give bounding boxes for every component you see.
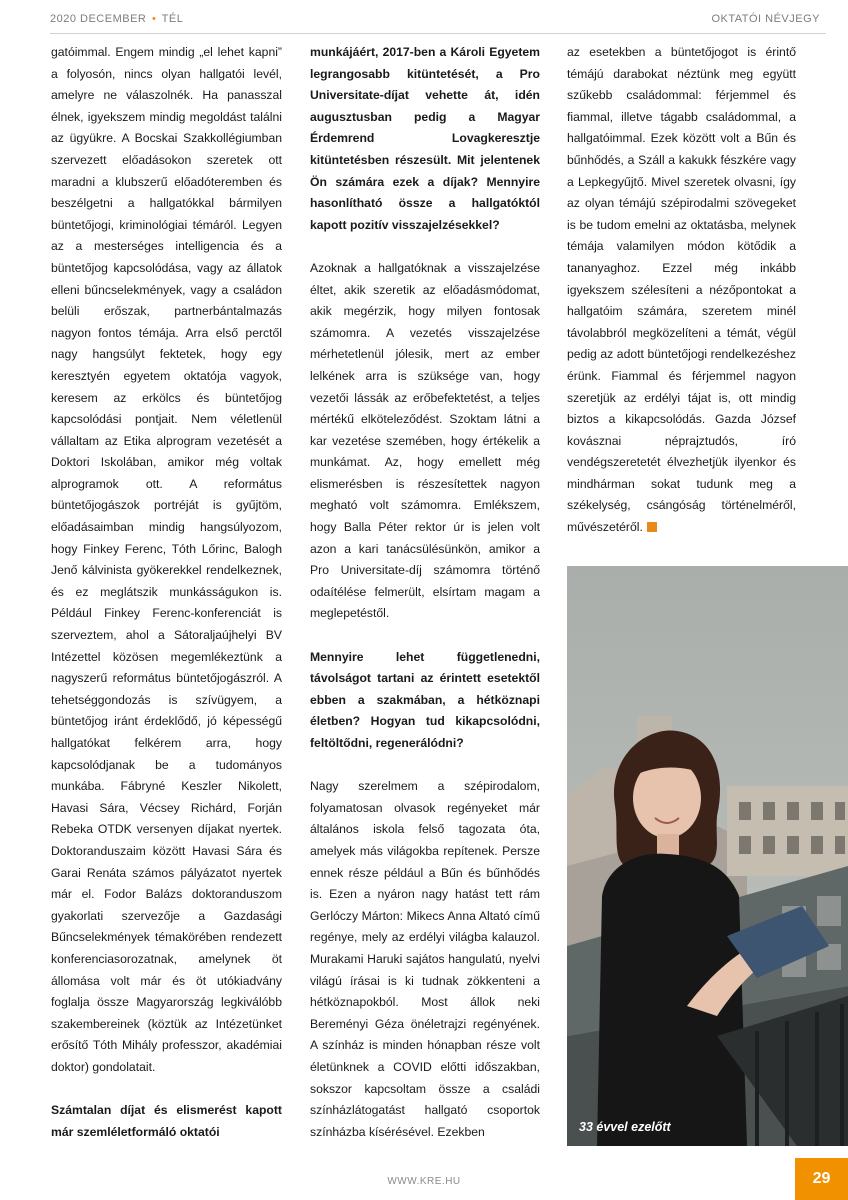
separator-dot: •: [151, 13, 157, 25]
paragraph: [567, 42, 796, 539]
paragraph: Nagy szerelmem a szépirodalom, folyamatosan olvasok regényeket már általános iskola felső tagozata óta, amelyek más világokba repítenek. Persze ennek része például a Bűn és bűnhődés is. Ezen a nyáron nagy hatást tett rám Gerlóczy Márton: Mikecs Anna Altató című regénye, mely az erdélyi világba kalauzol. Murakami Haruki sajátos hangulatú, nyelvi világú írásai is ki tudnak zökkenteni a hétköznapokból. Most állok neki Bereményi Géza önéletrajzi regényének. A színház is minden hónapban része volt életünknek a COVID előtti időszakban, sokszor kapcsoltam össze a családi színházlátogatást hallgató csoportok színházba kísérésével. Ezekben: [310, 779, 540, 1139]
building-facade: [727, 786, 848, 876]
paragraph: gatóimmal. Engem mindig „el lehet kapni” a folyosón, nincs olyan hallgatói levél, amelyre ne válaszolnék. Ha panasszal élnek, igyekszem mindig megoldást találni az ügyükre. A Bocskai Szakkollégiumban szervezett előadásokon szeretek ott maradni a klubszerű előadóteremben és beszélgetni a hallgatókkal bármilyen büntetőjogi, kriminológiai témáról. Legyen az a mesterséges intelligencia és a büntetőjog kapcsolódása, vagy az állatok elleni bűncselekmények, vagy a családon belüli erőszak, partnerbántalmazás nagyon fontos témája. Arra első perctől nagy hangsúlyt fektetek, hogy egy keresztyén egyetem oktatója vagyok, keresem az erkölcs és büntetőjog kapcsolódási pontjait. Nem véletlenül vállaltam az Etika alprogram vezetését a Doktori Iskolában, amikor még voltak alprogramok ott. A református büntetőjogászok portréját is gyűjtöm, előadásaimban mindig hangsúlyozom, hogy Finkey Ferenc, Tóth Lőrinc, Balogh Jenő kálvinista gyökerekkel rendelkeznek, és ez meglátszik munkásságukon is. Például Finkey Ferenc-konferenciát is szerveztem, ahol a Sátoraljaújhelyi BV Intézettel közösen megemlékeztünk a nagyszerű református büntetőjogászról. A tehetséggondozás is szívügyem, a büntetőjog iránt érdeklődő, jó képességű hallgatókat felkérem arra, hogy kapcsolódjanak be a tudományos munkába. Fábryné Keszler Nikolett, Havasi Sára, Vécsey Richárd, Forján Rebeka OTDK versenyen díjakat nyertek. Doktoranduszaim között Havasi Sára és Garai Renáta számos pályázatot nyertek már el. Fodor Balázs doktoranduszom gyakorlati szervezője a Gazdasági Bűncselekmények témakörében rendezett konferenciasorozatnak, amelynek öt állomása volt már és öt utókiadvány foglalja össze Magyarország legkiválóbb szakembereinek (köztük az Intézetünket erősítő Tóth Mihály professzor, akadémiai doktor) gondolatait.: [51, 45, 282, 1074]
page-number: 29: [795, 1158, 848, 1200]
question-paragraph: Számtalan díjat és elismerést kapott már szemléletformáló oktatói: [51, 1103, 282, 1139]
page-header: [0, 13, 848, 33]
question-paragraph: munkájáért, 2017-ben a Károli Egyetem legrangosabb kitüntetését, a Pro Universitate-díjat vehette át, idén augusztusban pedig a Magyar Érdemrend Lovagkeresztje kitüntetésben részesült. Mit jelentenek Ön számára ezek a díjak? Mennyire hasonlítható össze a hallgatóktól kapott pozitív visszajelzésekkel?: [310, 45, 540, 232]
section-label: OKTATÓI NÉVJEGY: [711, 13, 820, 25]
photo-illustration: [567, 566, 848, 1146]
article-end-mark: [647, 522, 657, 532]
text-column-1: [51, 42, 282, 1143]
paragraph: Azoknak a hallgatóknak a visszajelzése éltet, akik szeretik az előadásmódomat, akik megérzik, hogy milyen fontosak számomra. A vezetés visszajelzése mérhetetlenül jólesik, mert az ember lelkének arra is szüksége van, hogy vezetői lássák az erőbefektetést, a teljes mértékű elköteleződést. Szoktam látni a kar vezetése szemében, hogy értékelik a munkámat. Az, hogy emellett még elismerésben is részesítettek nagyon megható volt számomra. Emlékszem, hogy Balla Péter rektor úr is jelen volt azon a kari tanácsülésünkön, amikor a Pro Universitate-díj számomra történő odaítélése felmerült, elsírtam magam a meglepetéstől.: [310, 260, 540, 621]
portrait-photo: [567, 566, 848, 1146]
paragraph-text: az esetekben a büntetőjogot is érintő témájú darabokat néztünk meg együtt szűkebb családommal: férjemmel és fiammal, illetve tágabb családommal, a hallgatóimmal. Ezek között volt a Bűn és bűnhődés, a Száll a kakukk fészkére vagy a Lepkegyűjtő. Mivel szeretek olvasni, így az olyan témájú szépirodalmi szövegeket is be tudom emelni az oktatásba, melynek témája valamilyen módon kötődik a tananyaghoz. Ezzel még inkább igyekszem szélesíteni a nézőpontokat a hallgatóim számára, szeretem minél távolabbról megközelíteni a témát, végül pedig az adott büntetőjogi rendelkezéshez érünk. Fiammal és férjemmel nagyon szeretjük az erdélyi tájat is, ott mindig biztos a kikapcsolódás. Gazda József kovásznai néprajztudós, író vendégszeretetét élvezhetjük ilyenkor és mindhárman sokat tudunk meg a székelység, csángóság történelméről, művészetéről.: [567, 45, 796, 535]
neck: [657, 834, 679, 856]
text-column-3: [567, 42, 796, 539]
issue-info: [50, 13, 183, 25]
season-label: TÉL: [161, 13, 184, 25]
header-divider: [50, 33, 826, 34]
footer-url: WWW.KRE.HU: [387, 1176, 461, 1187]
text-column-2: [310, 42, 540, 1143]
issue-label: 2020 DECEMBER: [50, 13, 147, 25]
question-paragraph: Mennyire lehet függetlenedni, távolságot tartani az érintett esetektől ebben a szakmában, a hétköznapi életben? Hogyan tud kikapcsolódni, feltöltődni, regenerálódni?: [310, 649, 540, 750]
photo-caption: 33 évvel ezelőtt: [579, 1120, 671, 1134]
